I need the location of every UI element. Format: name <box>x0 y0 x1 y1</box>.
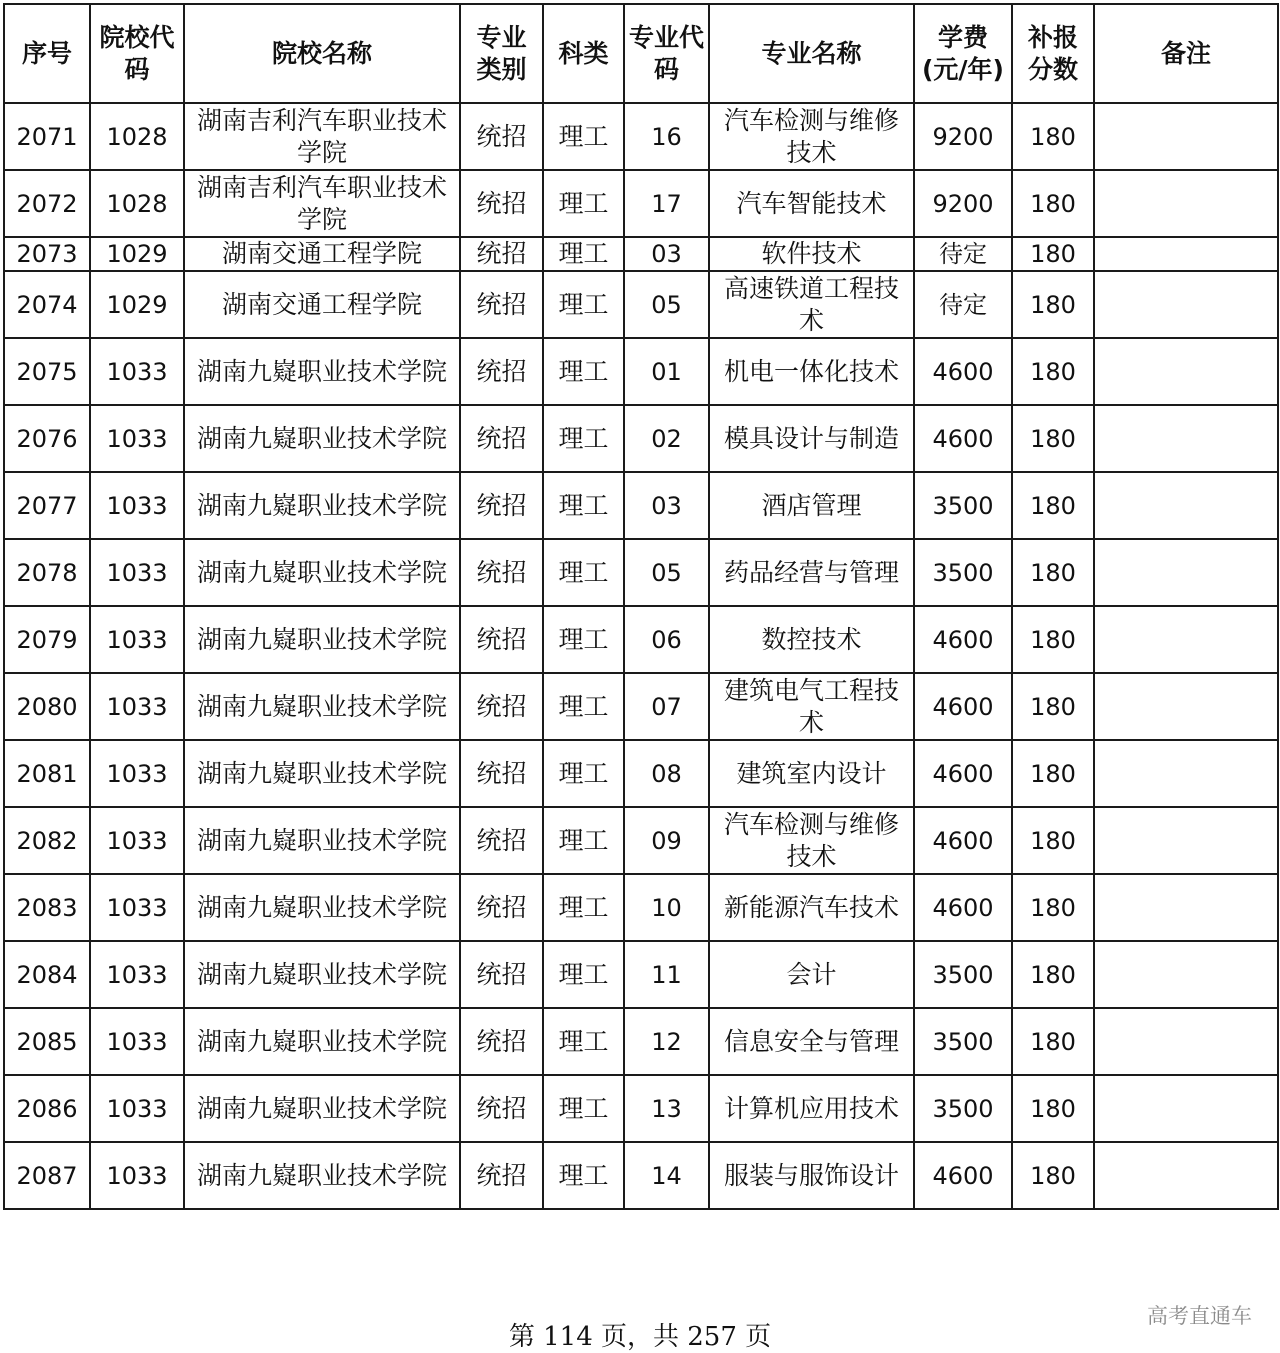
school-name-cell: 湖南九嶷职业技术学院 <box>184 673 460 740</box>
school-code-cell: 1033 <box>90 1008 184 1075</box>
subject-type-cell: 理工 <box>543 941 624 1008</box>
major-category-cell: 统招 <box>460 338 543 405</box>
header-remarks: 备注 <box>1094 4 1278 103</box>
major-name-cell: 会计 <box>709 941 914 1008</box>
seq-cell: 2076 <box>4 405 90 472</box>
seq-cell: 2080 <box>4 673 90 740</box>
tuition-cell: 待定 <box>914 237 1012 271</box>
tuition-cell: 4600 <box>914 673 1012 740</box>
tuition-cell: 4600 <box>914 740 1012 807</box>
major-code-cell: 12 <box>624 1008 709 1075</box>
score-cell: 180 <box>1012 1075 1094 1142</box>
major-category-cell: 统招 <box>460 941 543 1008</box>
score-cell: 180 <box>1012 103 1094 170</box>
school-name-cell: 湖南九嶷职业技术学院 <box>184 472 460 539</box>
school-name-cell: 湖南九嶷职业技术学院 <box>184 1075 460 1142</box>
school-name-cell: 湖南九嶷职业技术学院 <box>184 941 460 1008</box>
subject-type-cell: 理工 <box>543 1008 624 1075</box>
major-code-cell: 05 <box>624 271 709 338</box>
score-cell: 180 <box>1012 1142 1094 1209</box>
major-category-cell: 统招 <box>460 271 543 338</box>
tuition-cell: 待定 <box>914 271 1012 338</box>
score-cell: 180 <box>1012 472 1094 539</box>
school-code-cell: 1033 <box>90 606 184 673</box>
table-row <box>4 237 1278 271</box>
major-code-cell: 05 <box>624 539 709 606</box>
score-cell: 180 <box>1012 338 1094 405</box>
school-code-cell: 1033 <box>90 539 184 606</box>
major-name-cell: 信息安全与管理 <box>709 1008 914 1075</box>
tuition-cell: 4600 <box>914 338 1012 405</box>
tuition-cell: 4600 <box>914 807 1012 874</box>
school-code-cell: 1033 <box>90 874 184 941</box>
school-code-cell: 1033 <box>90 941 184 1008</box>
school-code-cell: 1033 <box>90 338 184 405</box>
seq-cell: 2073 <box>4 237 90 271</box>
school-name-cell: 湖南九嶷职业技术学院 <box>184 740 460 807</box>
remarks-cell <box>1094 539 1278 606</box>
major-category-cell: 统招 <box>460 874 543 941</box>
major-code-cell: 17 <box>624 170 709 237</box>
major-code-cell: 03 <box>624 237 709 271</box>
major-category-cell: 统招 <box>460 740 543 807</box>
major-name-cell: 建筑室内设计 <box>709 740 914 807</box>
subject-type-cell: 理工 <box>543 740 624 807</box>
remarks-cell <box>1094 740 1278 807</box>
seq-cell: 2086 <box>4 1075 90 1142</box>
watermark: 高考直通车 <box>1147 1304 1252 1328</box>
school-code-cell: 1033 <box>90 1075 184 1142</box>
score-cell: 180 <box>1012 740 1094 807</box>
school-code-cell: 1033 <box>90 405 184 472</box>
remarks-cell <box>1094 271 1278 338</box>
remarks-cell <box>1094 807 1278 874</box>
seq-cell: 2085 <box>4 1008 90 1075</box>
major-category-cell: 统招 <box>460 606 543 673</box>
major-code-cell: 06 <box>624 606 709 673</box>
major-code-cell: 02 <box>624 405 709 472</box>
enrollment-table <box>3 3 1279 1210</box>
header-major-code: 专业代码 <box>624 4 709 103</box>
score-cell: 180 <box>1012 941 1094 1008</box>
table-row <box>4 170 1278 237</box>
school-name-cell: 湖南九嶷职业技术学院 <box>184 405 460 472</box>
subject-type-cell: 理工 <box>543 1142 624 1209</box>
remarks-cell <box>1094 472 1278 539</box>
seq-cell: 2087 <box>4 1142 90 1209</box>
tuition-cell: 9200 <box>914 170 1012 237</box>
school-name-cell: 湖南交通工程学院 <box>184 237 460 271</box>
major-code-cell: 14 <box>624 1142 709 1209</box>
school-name-cell: 湖南吉利汽车职业技术学院 <box>184 170 460 237</box>
major-category-cell: 统招 <box>460 170 543 237</box>
major-name-cell: 新能源汽车技术 <box>709 874 914 941</box>
tuition-cell: 3500 <box>914 1008 1012 1075</box>
school-name-cell: 湖南交通工程学院 <box>184 271 460 338</box>
table-row <box>4 1008 1278 1075</box>
subject-type-cell: 理工 <box>543 103 624 170</box>
major-name-cell: 药品经营与管理 <box>709 539 914 606</box>
school-code-cell: 1033 <box>90 807 184 874</box>
remarks-cell <box>1094 606 1278 673</box>
tuition-cell: 3500 <box>914 941 1012 1008</box>
major-code-cell: 10 <box>624 874 709 941</box>
subject-type-cell: 理工 <box>543 807 624 874</box>
seq-cell: 2083 <box>4 874 90 941</box>
major-name-cell: 计算机应用技术 <box>709 1075 914 1142</box>
header-score: 补报分数 <box>1012 4 1094 103</box>
header-major-name: 专业名称 <box>709 4 914 103</box>
major-code-cell: 09 <box>624 807 709 874</box>
major-code-cell: 07 <box>624 673 709 740</box>
subject-type-cell: 理工 <box>543 606 624 673</box>
table-row <box>4 103 1278 170</box>
remarks-cell <box>1094 941 1278 1008</box>
major-category-cell: 统招 <box>460 1008 543 1075</box>
school-code-cell: 1033 <box>90 1142 184 1209</box>
school-name-cell: 湖南九嶷职业技术学院 <box>184 874 460 941</box>
major-code-cell: 03 <box>624 472 709 539</box>
table-row <box>4 472 1278 539</box>
school-name-cell: 湖南九嶷职业技术学院 <box>184 1142 460 1209</box>
major-name-cell: 汽车智能技术 <box>709 170 914 237</box>
seq-cell: 2079 <box>4 606 90 673</box>
major-name-cell: 建筑电气工程技术 <box>709 673 914 740</box>
score-cell: 180 <box>1012 170 1094 237</box>
school-name-cell: 湖南九嶷职业技术学院 <box>184 807 460 874</box>
score-cell: 180 <box>1012 606 1094 673</box>
score-cell: 180 <box>1012 405 1094 472</box>
table-row <box>4 405 1278 472</box>
major-name-cell: 高速铁道工程技术 <box>709 271 914 338</box>
table-row <box>4 539 1278 606</box>
major-name-cell: 酒店管理 <box>709 472 914 539</box>
major-name-cell: 汽车检测与维修技术 <box>709 103 914 170</box>
table-row <box>4 740 1278 807</box>
score-cell: 180 <box>1012 539 1094 606</box>
major-category-cell: 统招 <box>460 405 543 472</box>
seq-cell: 2084 <box>4 941 90 1008</box>
major-code-cell: 08 <box>624 740 709 807</box>
school-code-cell: 1028 <box>90 170 184 237</box>
major-category-cell: 统招 <box>460 237 543 271</box>
score-cell: 180 <box>1012 807 1094 874</box>
seq-cell: 2078 <box>4 539 90 606</box>
table-row <box>4 338 1278 405</box>
major-name-cell: 汽车检测与维修技术 <box>709 807 914 874</box>
major-name-cell: 服装与服饰设计 <box>709 1142 914 1209</box>
subject-type-cell: 理工 <box>543 271 624 338</box>
school-name-cell: 湖南九嶷职业技术学院 <box>184 539 460 606</box>
major-code-cell: 11 <box>624 941 709 1008</box>
major-code-cell: 13 <box>624 1075 709 1142</box>
remarks-cell <box>1094 237 1278 271</box>
subject-type-cell: 理工 <box>543 874 624 941</box>
subject-type-cell: 理工 <box>543 405 624 472</box>
seq-cell: 2077 <box>4 472 90 539</box>
table-row <box>4 941 1278 1008</box>
score-cell: 180 <box>1012 271 1094 338</box>
tuition-cell: 4600 <box>914 874 1012 941</box>
page-footer: 第 114 页，共 257 页 <box>508 1322 772 1352</box>
table-row <box>4 1142 1278 1209</box>
subject-type-cell: 理工 <box>543 472 624 539</box>
score-cell: 180 <box>1012 237 1094 271</box>
school-code-cell: 1028 <box>90 103 184 170</box>
major-category-cell: 统招 <box>460 103 543 170</box>
major-name-cell: 数控技术 <box>709 606 914 673</box>
remarks-cell <box>1094 103 1278 170</box>
tuition-cell: 4600 <box>914 1142 1012 1209</box>
remarks-cell <box>1094 405 1278 472</box>
tuition-cell: 4600 <box>914 405 1012 472</box>
school-name-cell: 湖南九嶷职业技术学院 <box>184 1008 460 1075</box>
tuition-cell: 3500 <box>914 539 1012 606</box>
major-category-cell: 统招 <box>460 673 543 740</box>
score-cell: 180 <box>1012 1008 1094 1075</box>
school-code-cell: 1033 <box>90 673 184 740</box>
subject-type-cell: 理工 <box>543 237 624 271</box>
school-code-cell: 1033 <box>90 740 184 807</box>
remarks-cell <box>1094 1008 1278 1075</box>
subject-type-cell: 理工 <box>543 338 624 405</box>
remarks-cell <box>1094 338 1278 405</box>
subject-type-cell: 理工 <box>543 673 624 740</box>
table-row <box>4 807 1278 874</box>
seq-cell: 2072 <box>4 170 90 237</box>
score-cell: 180 <box>1012 673 1094 740</box>
remarks-cell <box>1094 170 1278 237</box>
remarks-cell <box>1094 1142 1278 1209</box>
header-major-category: 专业类别 <box>460 4 543 103</box>
remarks-cell <box>1094 874 1278 941</box>
tuition-cell: 9200 <box>914 103 1012 170</box>
subject-type-cell: 理工 <box>543 539 624 606</box>
major-name-cell: 软件技术 <box>709 237 914 271</box>
header-seq: 序号 <box>4 4 90 103</box>
school-code-cell: 1033 <box>90 472 184 539</box>
seq-cell: 2081 <box>4 740 90 807</box>
table-row <box>4 673 1278 740</box>
seq-cell: 2075 <box>4 338 90 405</box>
seq-cell: 2071 <box>4 103 90 170</box>
seq-cell: 2082 <box>4 807 90 874</box>
tuition-cell: 4600 <box>914 606 1012 673</box>
table-row <box>4 874 1278 941</box>
school-code-cell: 1029 <box>90 237 184 271</box>
major-category-cell: 统招 <box>460 1075 543 1142</box>
tuition-cell: 3500 <box>914 1075 1012 1142</box>
tuition-cell: 3500 <box>914 472 1012 539</box>
major-code-cell: 01 <box>624 338 709 405</box>
header-school-code: 院校代码 <box>90 4 184 103</box>
header-row <box>4 4 1278 103</box>
table-row <box>4 606 1278 673</box>
header-school-name: 院校名称 <box>184 4 460 103</box>
subject-type-cell: 理工 <box>543 170 624 237</box>
major-category-cell: 统招 <box>460 1142 543 1209</box>
major-category-cell: 统招 <box>460 539 543 606</box>
major-name-cell: 模具设计与制造 <box>709 405 914 472</box>
header-tuition: 学费(元/年) <box>914 4 1012 103</box>
school-name-cell: 湖南吉利汽车职业技术学院 <box>184 103 460 170</box>
major-code-cell: 16 <box>624 103 709 170</box>
school-name-cell: 湖南九嶷职业技术学院 <box>184 606 460 673</box>
major-name-cell: 机电一体化技术 <box>709 338 914 405</box>
table-row <box>4 1075 1278 1142</box>
table-row <box>4 271 1278 338</box>
header-subject-type: 科类 <box>543 4 624 103</box>
score-cell: 180 <box>1012 874 1094 941</box>
remarks-cell <box>1094 673 1278 740</box>
major-category-cell: 统招 <box>460 472 543 539</box>
school-name-cell: 湖南九嶷职业技术学院 <box>184 338 460 405</box>
school-code-cell: 1029 <box>90 271 184 338</box>
seq-cell: 2074 <box>4 271 90 338</box>
major-category-cell: 统招 <box>460 807 543 874</box>
remarks-cell <box>1094 1075 1278 1142</box>
subject-type-cell: 理工 <box>543 1075 624 1142</box>
